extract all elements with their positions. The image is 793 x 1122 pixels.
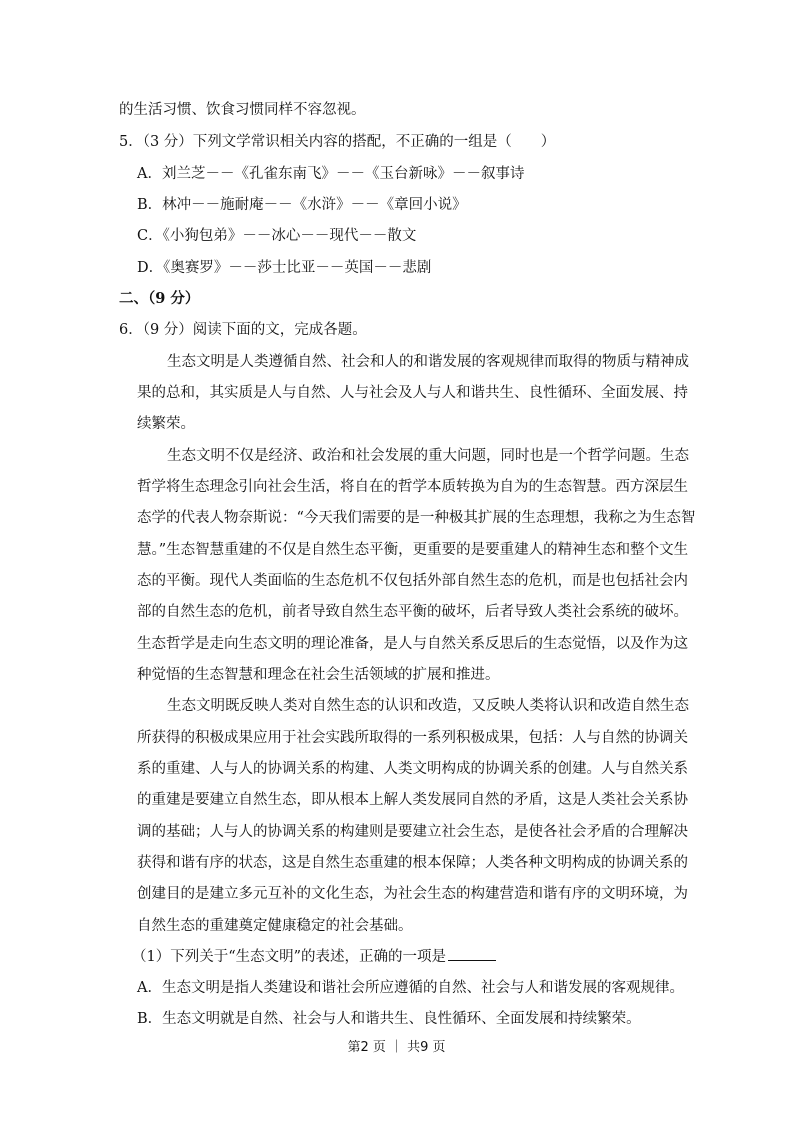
passage-line: 生态文明既反映人类对自然生态的认识和改造，又反映人类将认识和改造自然生态 xyxy=(167,698,689,714)
passage-line: 所获得的积极成果应用于社会实践所取得的一系列积极成果，包括：人与自然的协调关 xyxy=(137,730,688,746)
sub1-option-a: A．生态文明是指人类建设和谐社会所应遵循的自然、社会与人和谐发展的客观规律。 xyxy=(137,980,684,996)
passage-line: 种觉悟的生态智慧和理念在社会生活领域的扩展和推进。 xyxy=(137,667,500,683)
q6-stem: 6．（9 分）阅读下面的文，完成各题。 xyxy=(119,322,367,338)
passage-line: 部的自然生态的危机，前者导致自然生态平衡的破坏，后者导致人类社会系统的破坏。 xyxy=(137,604,688,620)
passage-line: 获得和谐有序的状态，这是自然生态重建的根本保障；人类各种文明构成的协调关系的 xyxy=(137,855,688,871)
q5-option-d: D．《奥赛罗》－－莎士比亚－－英国－－悲剧 xyxy=(137,260,432,276)
q5-option-c: C．《小狗包弟》－－冰心－－现代－－散文 xyxy=(137,228,417,244)
passage-line: 的重建是要建立自然生态，即从根本上解人类发展同自然的矛盾，这是人类社会关系协 xyxy=(137,792,688,808)
section-heading: 二、（9 分） xyxy=(119,290,200,307)
passage-line: 果的总和，其实质是人与自然、人与社会及人与人和谐共生、良性循环、全面发展、持 xyxy=(137,385,688,401)
sub-question-1 xyxy=(132,946,496,967)
passage-line: 创建目的是建立多元互补的文化生态，为社会生态的构建营造和谐有序的文明环境，为 xyxy=(137,886,688,902)
passage-line: 慧。”生态智慧重建的不仅是自然生态平衡，更重要的是要重建人的精神生态和整个文生 xyxy=(137,542,689,558)
passage-line: 调的基础；人与人的协调关系的构建则是要建立社会生态，是使各社会矛盾的合理解决 xyxy=(137,824,688,840)
q5-option-b: B．林冲－－施耐庵－－《水浒》－－《章回小说》 xyxy=(137,197,467,213)
passage-line: 系的重建、人与人的协调关系的构建、人类文明构成的协调关系的创建。人与自然关系 xyxy=(137,761,688,777)
passage-line: 生态文明是人类遵循自然、社会和人的和谐发展的客观规律而取得的物质与精神成 xyxy=(167,354,689,370)
passage-line: 自然生态的重建奠定健康稳定的社会基础。 xyxy=(137,918,413,934)
passage-line: 态的平衡。现代人类面临的生态危机不仅包括外部自然生态的危机，而是也包括社会内 xyxy=(137,573,688,589)
sub-question-1-stem: （1）下列关于“生态文明”的表述，正确的一项是 xyxy=(132,949,447,965)
q5-stem: 5．（3 分）下列文学常识相关内容的搭配，不正确的一组是（ ） xyxy=(119,134,556,150)
sub1-option-b: B．生态文明就是自然、社会与人和谐共生、良性循环、全面发展和持续繁荣。 xyxy=(137,1011,641,1027)
passage-line: 哲学将生态理念引向社会生活，将自在的哲学本质转换为自为的生态智慧。西方深层生 xyxy=(137,479,688,495)
q5-option-a: A．刘兰芝－－《孔雀东南飞》－－《玉台新咏》－－叙事诗 xyxy=(137,166,525,182)
continuation-text: 的生活习惯、饮食习惯同样不容忽视。 xyxy=(119,102,366,118)
answer-blank xyxy=(448,946,496,961)
passage-line: 态学的代表人物奈斯说：“今天我们需要的是一种极其扩展的生态理想，我称之为生态智 xyxy=(137,510,696,526)
page-footer: 第2 页 ｜ 共9 页 xyxy=(347,1040,446,1055)
passage-line: 生态哲学是走向生态文明的理论准备，是人与自然关系反思后的生态觉悟，以及作为这 xyxy=(137,636,688,652)
passage-line: 生态文明不仅是经济、政治和社会发展的重大问题，同时也是一个哲学问题。生态 xyxy=(167,448,689,464)
passage-line: 续繁荣。 xyxy=(137,416,195,432)
